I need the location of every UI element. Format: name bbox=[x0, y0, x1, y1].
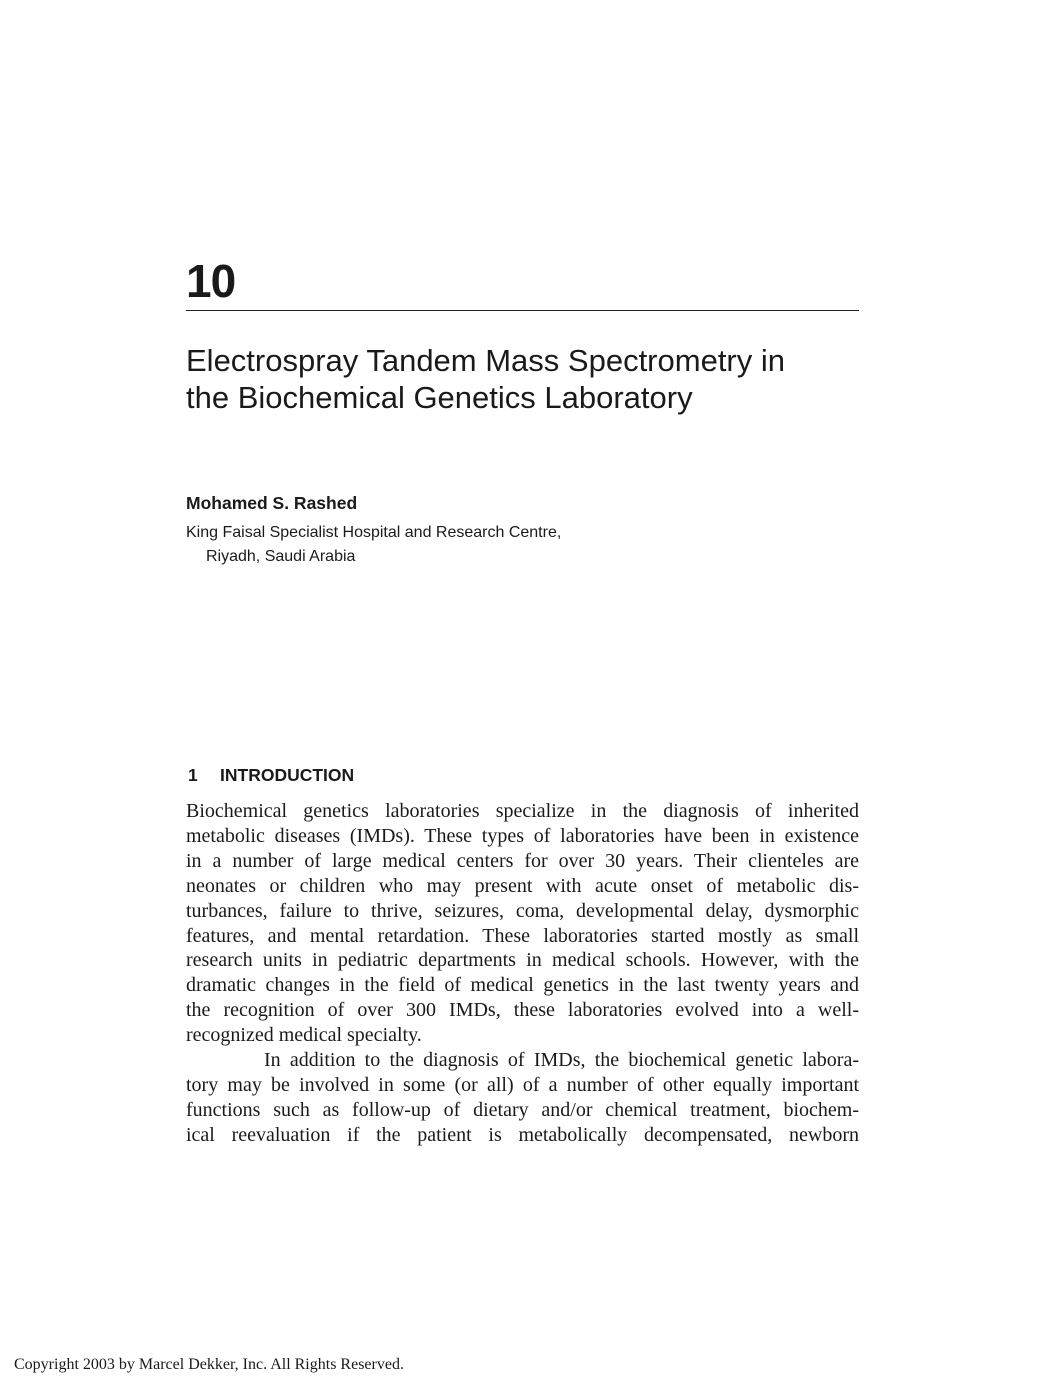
section-title: INTRODUCTION bbox=[220, 765, 355, 785]
chapter-title-line-1: Electrospray Tandem Mass Spectrometry in bbox=[186, 343, 785, 378]
paragraph-1-line: in a number of large medical centers for over 30 years. Their clienteles are bbox=[186, 849, 859, 872]
chapter-title bbox=[186, 342, 886, 416]
affiliation-line-2: Riyadh, Saudi Arabia bbox=[206, 547, 356, 565]
copyright-footer: Copyright 2003 by Marcel Dekker, Inc. All Rights Reserved. bbox=[14, 1356, 404, 1373]
chapter-title-line-2: the Biochemical Genetics Laboratory bbox=[186, 380, 693, 415]
paragraph-1-line: features, and mental retardation. These laboratories started mostly as small bbox=[186, 924, 859, 947]
paragraph-1-line: the recognition of over 300 IMDs, these laboratories evolved into a well- bbox=[186, 999, 859, 1022]
paragraph-1-line: turbances, failure to thrive, seizures, coma, developmental delay, dysmorphic bbox=[186, 899, 859, 922]
affiliation-line-1: King Faisal Specialist Hospital and Research Centre, bbox=[186, 524, 562, 541]
paragraph-2-line: functions such as follow-up of dietary and/or chemical treatment, biochem- bbox=[186, 1098, 859, 1121]
paragraph-2-line: In addition to the diagnosis of IMDs, the biochemical genetic labora- bbox=[264, 1049, 859, 1072]
author-name: Mohamed S. Rashed bbox=[186, 493, 358, 513]
paragraph-1-line: recognized medical specialty. bbox=[186, 1024, 422, 1047]
author-affiliation bbox=[186, 521, 561, 568]
paragraph-1-line: Biochemical genetics laboratories specialize in the diagnosis of inherited bbox=[186, 800, 859, 822]
paragraph-1-line: dramatic changes in the field of medical genetics in the last twenty years and bbox=[186, 974, 859, 997]
section-heading bbox=[188, 763, 354, 787]
paragraph-2-line: ical reevaluation if the patient is metabolically decompensated, newborn bbox=[186, 1123, 859, 1146]
chapter-number: 10 bbox=[186, 255, 236, 307]
paragraph-1-line: research units in pediatric departments in medical schools. However, with the bbox=[186, 949, 859, 972]
section-number: 1 bbox=[188, 765, 198, 785]
chapter-rule bbox=[186, 310, 859, 311]
body-text bbox=[186, 799, 859, 1148]
paragraph-1-line: neonates or children who may present with acute onset of metabolic dis- bbox=[186, 874, 859, 897]
paragraph-1-line: metabolic diseases (IMDs). These types of laboratories have been in existence bbox=[186, 824, 859, 847]
paragraph-2-line: tory may be involved in some (or all) of a number of other equally important bbox=[186, 1073, 859, 1096]
